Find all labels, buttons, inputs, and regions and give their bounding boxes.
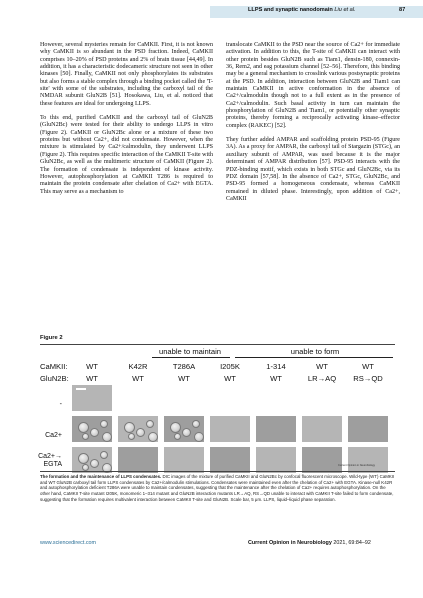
condensate-droplet <box>100 420 108 428</box>
condensate-droplet <box>174 433 181 440</box>
figure-panel <box>40 347 395 469</box>
footer-citation <box>248 540 371 546</box>
group-label-form: unable to form <box>290 347 340 356</box>
dic-image-ca-4 <box>256 416 296 442</box>
dic-image-egta-2 <box>164 447 204 473</box>
page-number: 87 <box>399 7 406 13</box>
dic-image-egta-5 <box>302 447 342 473</box>
column-glun2b-0: WT <box>86 374 98 383</box>
paragraph: They further added AMPAR and scaffolding protein PSD-95 (Figure 3A). As a proxy for AMPAR, the carboxyl tail of Stargazin (STGc), an auxiliary subunit of AMPAR, was used because it is the major determinant of AMPAR distribution [57]. PSD-95 interacts with the PDZ-binding motif, which exists in both STGc and GluN2Bc, via its PDZ domain [57,58]. In the absence of Ca2+, STGc, GluN2Bc, and PSD-95 formed a homogeneous condensate, whereas CaMKII remained in diluted phase. Interestingly, upon addition of Ca2+, CaMKII <box>226 137 400 202</box>
running-authors: Liu et al. <box>334 7 356 13</box>
condensate-droplet <box>182 428 191 437</box>
footer-website[interactable]: www.sciencedirect.com <box>40 540 97 546</box>
column-glun2b-1: WT <box>132 374 144 383</box>
caption-text: DIC images of the mixture of purified CaMKII and GluN2Bc by confocal fluorescent microscope. Wild-type (WT) CaMKII and WT GluN2B carboxyl tail form LLPS condensates by Ca2+/calmodulin stimulations. Condensates were maintained even after the chelation of Ca2+ with EGTA. Kinase-null K42R and autophosphorylation deficient T286A were unable to maintain condensates, suggesting that the maintenance after the chelation of Ca2+ requires autophosphorylation. On the other hand, CaMKII T-site mutant I205K, monomeric 1–314 mutant and GluN2B interaction mutants LR→AQ, RS→QD unable to interact with CaMKII T-site failed to form condensate, suggesting that the formation requires multivalent interaction between CaMKII T-site and GluN2B. Scale bar, 5 μm. LLPS, liquid–liquid phase separation. <box>40 474 395 502</box>
dic-image-egta-6 <box>348 447 388 473</box>
dic-image-none-0 <box>72 385 112 411</box>
condensate-droplet <box>124 422 135 433</box>
figure-caption <box>40 474 395 503</box>
row-label-glun2b: GluN2B: <box>40 374 69 383</box>
column-camkii-3: I205K <box>220 362 240 371</box>
dic-image-ca-0 <box>72 416 112 442</box>
condensate-droplet <box>146 420 154 428</box>
figure-label: Figure 2 <box>40 335 63 341</box>
column-glun2b-4: WT <box>270 374 282 383</box>
condensate-droplet <box>170 422 181 433</box>
dic-image-ca-6 <box>348 416 388 442</box>
condensate-droplet <box>148 432 158 442</box>
left-column <box>40 42 213 203</box>
condensate-droplet <box>82 464 89 471</box>
caption-title: The formation and the maintenance of LLPS condensates. <box>40 474 162 479</box>
running-title-text: LLPS and synaptic nanodomain <box>248 7 333 13</box>
dic-image-egta-1 <box>118 447 158 473</box>
group-label-maintain: unable to maintain <box>158 347 222 356</box>
dic-image-egta-0 <box>72 447 112 473</box>
dic-image-egta-3 <box>210 447 250 473</box>
column-glun2b-5: LR→AQ <box>307 374 337 383</box>
condensate-droplet <box>78 422 89 433</box>
condensate-droplet <box>194 432 204 442</box>
condensate-droplet <box>78 453 89 464</box>
column-glun2b-6: RS→QD <box>353 374 383 383</box>
dic-image-ca-5 <box>302 416 342 442</box>
column-camkii-0: WT <box>86 362 98 371</box>
column-camkii-2: T286A <box>172 362 196 371</box>
running-title <box>248 7 356 13</box>
dic-image-ca-1 <box>118 416 158 442</box>
group-line-form <box>235 357 393 358</box>
condition-egta-2: EGTA <box>43 461 62 468</box>
condition-none: - <box>59 401 62 408</box>
dic-image-egta-4 <box>256 447 296 473</box>
condition-ca: Ca2+ <box>45 432 62 439</box>
right-column <box>226 42 400 210</box>
figure-bottom-rule <box>40 471 395 472</box>
column-camkii-6: WT <box>362 362 374 371</box>
paragraph: However, several mysteries remain for CaMKII. First, it is not known why CaMKII is so abundant in the PSD fraction. Indeed, CaMKII comprises 10–20% of PSD proteins and 2% of brain tissue [44,49]. In addition, it has a characteristic dodecameric structure not seen in other kinases [50]. Finally, CaMKII not only phosphorylates its substrates but also forms a stable complex through a binding pocket called the 'T-site' with some of the substrates, including the carboxyl tail of the NMDAR subunit GluN2B [51]. Hosokawa, Liu, et al. noticed that these features are ideal for undergoing LLPS. <box>40 42 213 107</box>
column-camkii-1: K42R <box>128 362 148 371</box>
running-header <box>0 0 423 18</box>
column-glun2b-3: WT <box>224 374 236 383</box>
condensate-droplet <box>100 451 108 459</box>
figure-top-rule <box>40 344 395 345</box>
paragraph: translocate CaMKII to the PSD near the source of Ca2+ for immediate activation. In addition to this, the T-site of CaMKII can interact with other protein besides GluN2B such as Tiam1, densin-180, connexin-36, Rem2, and eag potassium channel [52–56]. Therefore, this binding may be a general mechanism to crosslink various postsynaptic proteins at the PSD. In addition, interaction between GluN2B and Tiam1 can maintain CaMKII in active conformation in the absence of Ca2+/calmodulin though not to a full extent as in the presence of Ca2+/calmodulin. Such basal activity in turn can maintain the phosphorylation of GluN2B and Tiam1, or potentially other synaptic proteins, thereby forming a reciprocally activating kinase–effector complex (RAKEC) [52]. <box>226 42 400 129</box>
condition-egta-1: Ca2+→ <box>38 453 62 460</box>
row-label-camkii: CaMKII: <box>40 362 68 371</box>
condensate-droplet <box>90 459 99 468</box>
figure-credit: Current Opinion in Neurobiology <box>338 464 376 467</box>
condensate-droplet <box>82 433 89 440</box>
paragraph: To this end, purified CaMKII and the carboxyl tail of GluN2B (GluN2Bc) were tested for their ability to undergo LLPS in vitro (Figure 2). CaMKII or GluN2Bc alone or a mixture of these two proteins but without Ca2+, did not condensate. However, when the mixture is stimulated by Ca2+/calmodulin, they underwent LLPS (Figure 2). This requires specific interaction of the CaMKII T-site with GluN2Bc, as well as the multimeric structure of CaMKII (Figure 2). The formation of condensate is independent of kinase activity. However, autophosphorylation at CaMKII T286 is required to maintain the protein condensate after chelation of Ca2+ with EGTA. This may serve as a mechanism to <box>40 115 213 195</box>
condensate-droplet <box>90 428 99 437</box>
footer-journal: Current Opinion in Neurobiology <box>248 540 332 546</box>
condensate-droplet <box>128 433 135 440</box>
group-line-maintain <box>152 357 230 358</box>
footer-year-volume: 2021, 69:84–92 <box>333 540 371 546</box>
dic-image-ca-2 <box>164 416 204 442</box>
column-glun2b-2: WT <box>178 374 190 383</box>
condensate-droplet <box>192 420 200 428</box>
dic-image-ca-3 <box>210 416 250 442</box>
column-camkii-5: WT <box>316 362 328 371</box>
condensate-droplet <box>136 428 145 437</box>
column-camkii-4: 1-314 <box>266 362 286 371</box>
condensate-droplet <box>102 432 112 442</box>
scale-bar <box>76 388 86 390</box>
